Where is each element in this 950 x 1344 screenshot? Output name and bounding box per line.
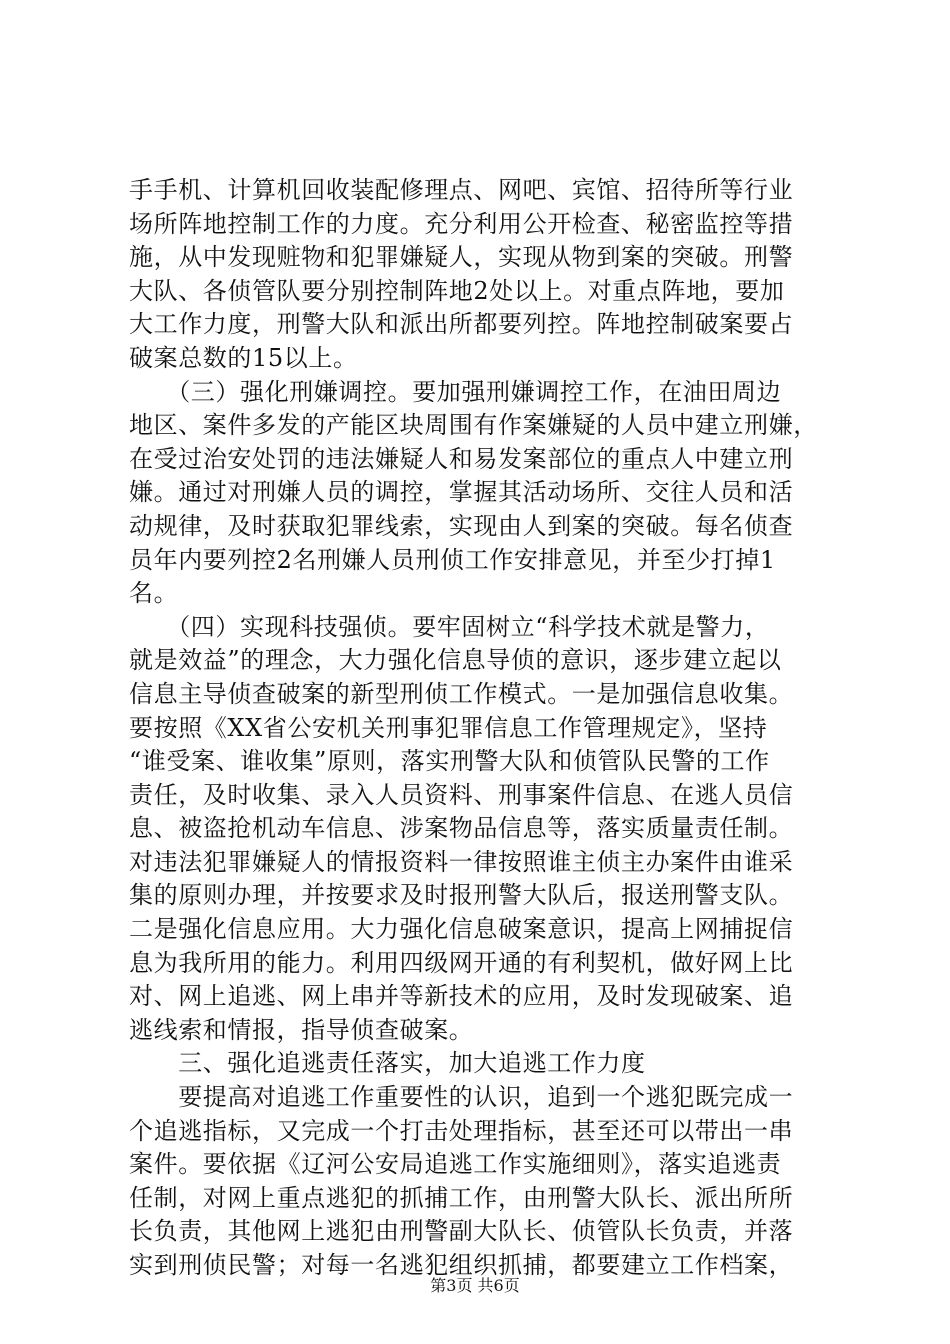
text-line: 息、被盗抢机动车信息、涉案物品信息等，落实质量责任制。	[129, 814, 794, 843]
text-line: 个追逃指标，又完成一个打击处理指标，甚至还可以带出一串	[129, 1116, 794, 1145]
text-line: 要按照《XX省公安机关刑事犯罪信息工作管理规定》，坚持	[129, 713, 768, 742]
document-body	[129, 174, 829, 1283]
text-line: 实到刑侦民警；对每一名逃犯组织抓捕，都要建立工作档案，	[129, 1251, 794, 1279]
text-line: （三）强化刑嫌调控。要加强刑嫌调控工作，在油田周边	[129, 377, 782, 406]
text-line: 动规律，及时获取犯罪线索，实现由人到案的突破。每名侦查	[129, 511, 794, 540]
text-line: 集的原则办理，并按要求及时报刑警大队后，报送刑警支队。	[129, 881, 794, 910]
text-line: 责任，及时收集、录入人员资料、刑事案件信息、在逃人员信	[129, 780, 794, 809]
text-line: 破案总数的15以上。	[129, 343, 358, 372]
text-line: 就是效益”的理念，大力强化信息导侦的意识，逐步建立起以	[129, 646, 782, 675]
text-line: “谁受案、谁收集”原则，落实刑警大队和侦管队民警的工作	[129, 747, 770, 776]
text-line: 任制，对网上重点逃犯的抓捕工作，由刑警大队长、派出所所	[129, 1183, 794, 1212]
text-line: 员年内要列控2名刑嫌人员刑侦工作安排意见，并至少打掉1	[129, 545, 776, 574]
text-line: 地区、案件多发的产能区块周围有作案嫌疑的人员中建立刑嫌，	[129, 411, 818, 440]
text-line: 手手机、计算机回收装配修理点、网吧、宾馆、招待所等行业	[129, 176, 794, 204]
section-heading: 三、强化追逃责任落实，加大追逃工作力度	[129, 1049, 646, 1078]
text-line: 对违法犯罪嫌疑人的情报资料一律按照谁主侦主办案件由谁采	[129, 847, 794, 876]
text-line: 逃线索和情报，指导侦查破案。	[129, 1015, 474, 1044]
text-line: 在受过治安处罚的违法嫌疑人和易发案部位的重点人中建立刑	[129, 444, 794, 473]
text-line: 案件。要依据《辽河公安局追逃工作实施细则》，落实追逃责	[129, 1150, 782, 1179]
text-line: 长负责，其他网上逃犯由刑警副大队长、侦管队长负责，并落	[129, 1217, 794, 1246]
page-number-footer: 第3页 共6页	[430, 1276, 520, 1295]
text-line: 大工作力度，刑警大队和派出所都要列控。阵地控制破案要占	[129, 310, 794, 339]
text-line: （四）实现科技强侦。要牢固树立“科学技术就是警力，	[129, 612, 770, 641]
text-line: 二是强化信息应用。大力强化信息破案意识，提高上网捕捉信	[129, 915, 794, 944]
text-line: 名。	[129, 579, 179, 608]
text-line: 对、网上追逃、网上串并等新技术的应用，及时发现破案、追	[129, 982, 794, 1011]
text-line: 大队、各侦管队要分别控制阵地2处以上。对重点阵地，要加	[129, 276, 785, 305]
text-line: 场所阵地控制工作的力度。充分利用公开检查、秘密监控等措	[129, 209, 794, 238]
text-line: 施，从中发现赃物和犯罪嫌疑人，实现从物到案的突破。刑警	[129, 243, 794, 272]
text-line: 要提高对追逃工作重要性的认识，追到一个逃犯既完成一	[129, 1083, 794, 1112]
text-line: 嫌。通过对刑嫌人员的调控，掌握其活动场所、交往人员和活	[129, 478, 794, 507]
text-line: 息为我所用的能力。利用四级网开通的有利契机，做好网上比	[129, 948, 794, 977]
text-line: 信息主导侦查破案的新型刑侦工作模式。一是加强信息收集。	[129, 679, 794, 708]
